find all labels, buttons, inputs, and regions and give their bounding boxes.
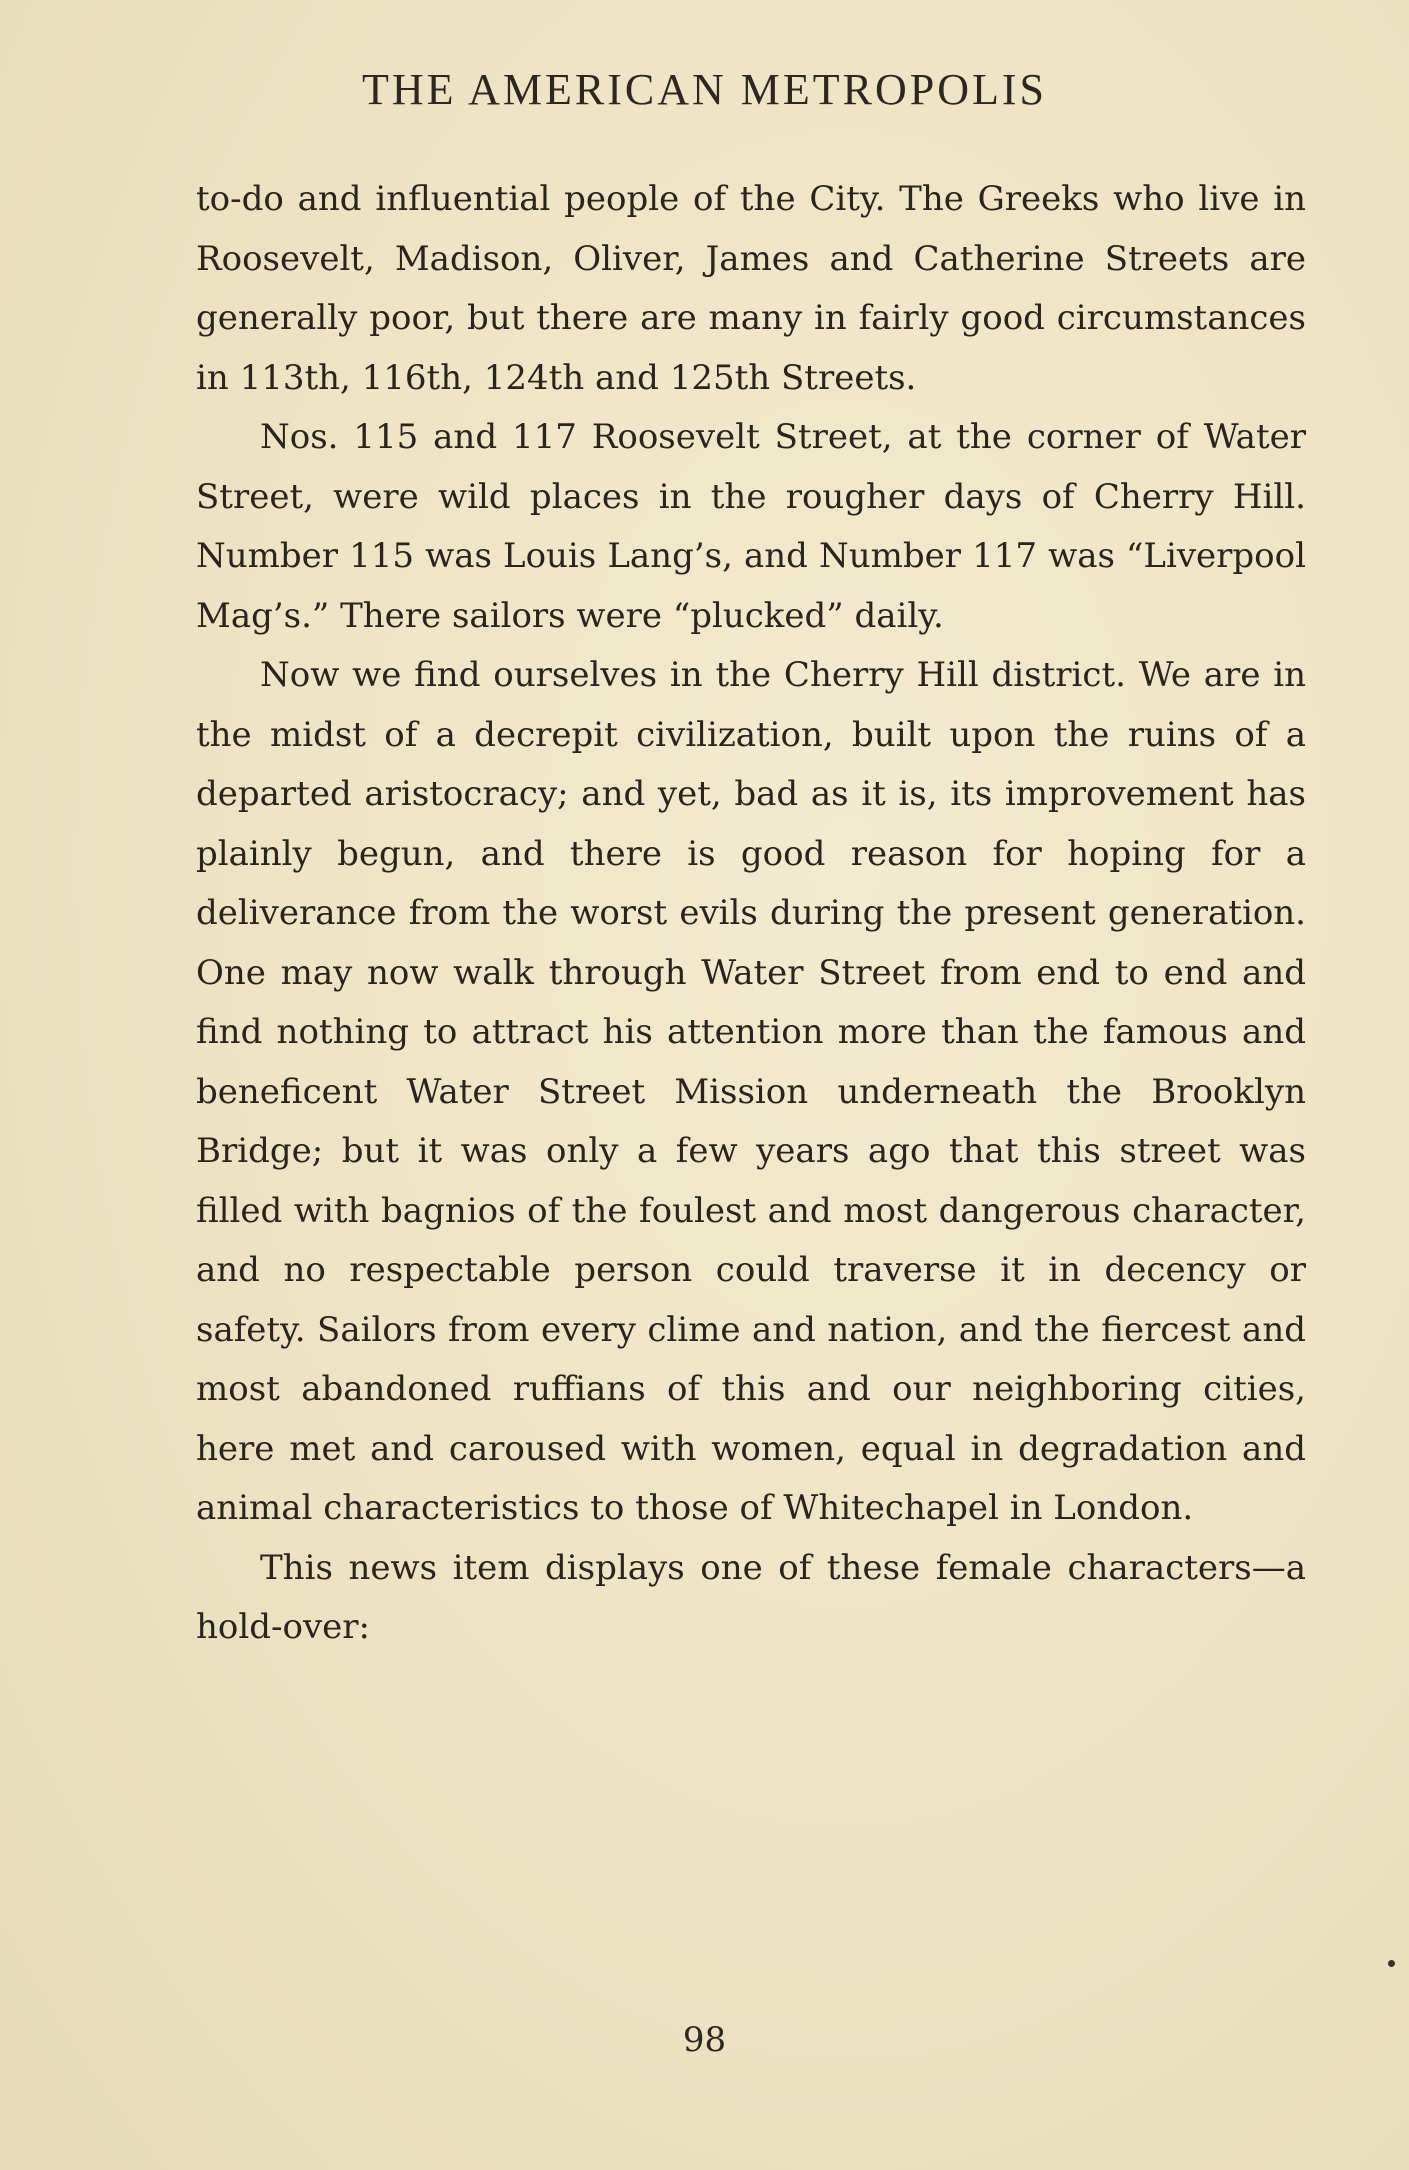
page-number: 98 bbox=[682, 2020, 727, 2060]
paragraph-roosevelt-street: Nos. 115 and 117 Roosevelt Street, at the corner of Water Street, were wild places in the rougher days of Cherry Hill. Number 115 was Louis Lang’s, and Number 117 was “Liverpool Mag’s.” There sailors were “plucked” daily. bbox=[196, 417, 1306, 636]
paragraph-cherry-hill: Now we find ourselves in the Cherry Hill district. We are in the midst of a decrepit civilization, built upon the ruins of a departed aristocracy; and yet, bad as it is, its improvement has plainly begun, and there is good reason for hoping for a deliverance from the worst evils during the present generation. One may now walk through Water Street from end to end and find nothing to attract his attention more than the famous and beneficent Water Street Mission underneath the Brooklyn Bridge; but it was only a few years ago that this street was filled with bagnios of the foulest and most dangerous character, and no respectable person could traverse it in decency or safety. Sailors from every clime and nation, and the fiercest and most abandoned ruffians of this and our neighboring cities, here met and caroused with women, equal in degradation and animal characteristics to those of Whitechapel in London. bbox=[196, 655, 1306, 1528]
paragraph-continued: to-do and influential people of the City. The Greeks who live in Roosevelt, Madison, Oliver, James and Catherine Streets are generally poor, but there are many in fairly good circumstances in 113th, 116th, 124th and 125th Streets. bbox=[196, 179, 1306, 398]
ink-speck bbox=[1388, 1960, 1395, 1967]
paragraph-news-item: This news item displays one of these female characters—a hold-over: bbox=[196, 1547, 1306, 1647]
running-header: THE AMERICAN METROPOLIS bbox=[361, 65, 1048, 114]
body-text bbox=[196, 170, 1306, 1658]
